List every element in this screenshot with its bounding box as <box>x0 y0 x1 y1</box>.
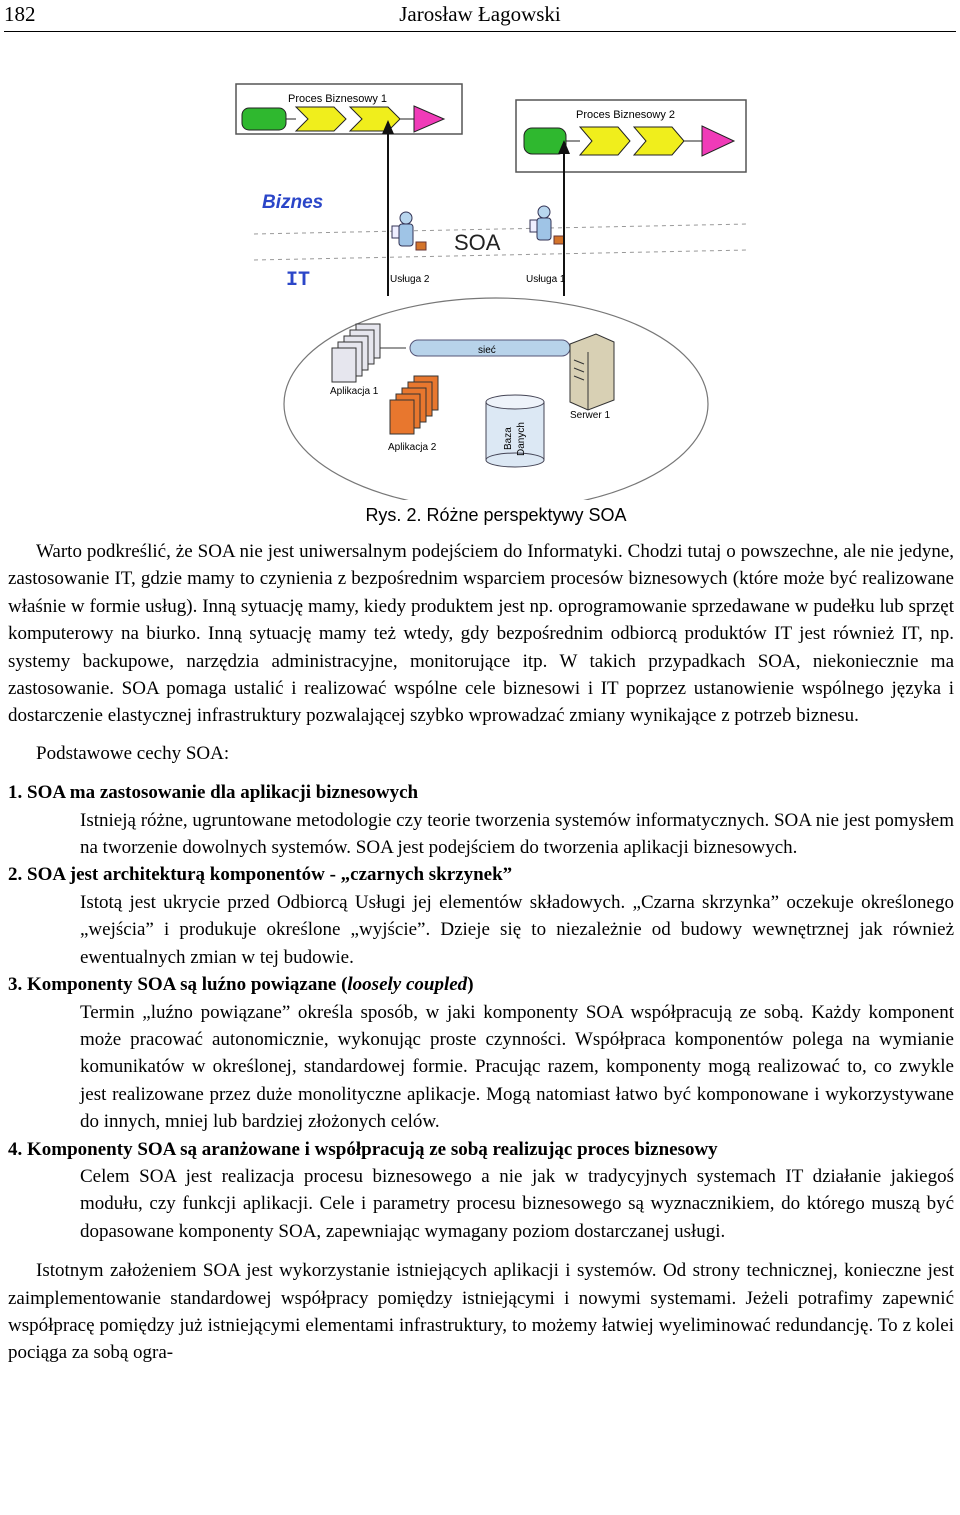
application-1-label: Aplikacja 1 <box>330 386 379 397</box>
feature-text: Celem SOA jest realizacja procesu biznesowego a nie jak w tradycyjnych systemach IT działanie jakiegoś modułu, czy funkcji aplikacji. Cele i parametry procesu biznesowego są wyznacznikiem, do którego muszą być dopasowane komponenty SOA, zapewniając wymagany poziom dostarczanej usługi. <box>80 1165 954 1242</box>
database-label-line1: Baza <box>503 427 514 450</box>
service-1-label: Usługa 1 <box>526 274 566 285</box>
feature-heading: 4. Komponenty SOA są aranżowane i współpracują ze sobą realizując proces biznesowy <box>8 1138 718 1160</box>
feature-item-1 <box>8 779 954 861</box>
it-label: IT <box>286 269 311 292</box>
main-text <box>8 538 954 1367</box>
business-process-1-label: Proces Biznesowy 1 <box>288 93 388 105</box>
soa-perspectives-figure <box>234 72 750 500</box>
network-label: sieć <box>478 345 496 356</box>
feature-heading-end: ) <box>467 974 474 996</box>
biznes-label: Biznes <box>262 192 324 213</box>
business-process-1 <box>236 84 462 134</box>
feature-text: Istotą jest ukrycie przed Odbiorcą Usługi jej elementów składowych. „Czarna skrzynka” oczekuje określonego „wejścia” i produkuje określone „wyjście”. Dzieje się to niezależnie od budowy wewnętrznej jak również ewentualnych zmian w tej budowie. <box>80 891 954 968</box>
feature-heading: 2. SOA jest architekturą komponentów - „czarnych skrzynek” <box>8 864 513 886</box>
feature-heading <box>8 971 954 998</box>
intro-paragraph: Warto podkreślić, że SOA nie jest uniwersalnym podejściem do Informatyki. Chodzi tutaj o powszechne, ale nie jedyne, zastosowanie IT, gdzie mamy to czynienia z bezpośrednim wsparciem procesów biznesowych (które może być realizowane właśnie w formie usług). Inną sytuację mamy, kiedy produktem jest np. oprogramowanie sprzedawane w pudełku lub sprzęt komputerowy na biurko. Inną sytuację mamy też wtedy, gdy bezpośrednim odbiorcą produktów IT jest również IT, np. systemy backupowe, narzędzia administracyjne, monitorujące itp. W takich przypadkach SOA, niekoniecznie ma zastosowanie. SOA pomaga ustalić i realizować wspólne cele biznesowi i IT poprzez ustanowienie wspólnego języka i dostarczenie elastycznej infrastruktury pozwalającej szybko wprowadzać zmiany wynikające z potrzeb biznesu. <box>8 541 954 727</box>
feature-heading: 1. SOA ma zastosowanie dla aplikacji biznesowych <box>8 782 419 804</box>
green-cylinder-shape <box>242 108 286 130</box>
feature-heading-italic-term: loosely coupled <box>347 974 468 996</box>
application-2-label: Aplikacja 2 <box>388 442 437 453</box>
figure-caption: Rys. 2. Różne perspektywy SOA <box>365 505 627 525</box>
database-icon <box>486 395 544 467</box>
feature-item-3 <box>8 971 954 1135</box>
server-icon <box>570 334 614 410</box>
feature-item-2 <box>8 861 954 971</box>
running-head-author: Jarosław Łagowski <box>399 2 561 26</box>
database-label-line2: Danych <box>516 422 527 456</box>
feature-text: Termin „luźno powiązane” określa sposób, w jaki komponenty SOA współpracują ze sobą. Każdy komponent może pracować autonomicznie, wykonując proste czynności. Współpraca komponentów polega na wymianie komunikatów w określonej, standardowej formie. Pracując razem, komponenty mogą realizować to, co zwykle jest realizowane przez duże monolityczne aplikacje. Mogą natomiast łatwo być komponowane i wykorzystywane do innych, mniej lub bardziej złożonych celów. <box>80 1001 954 1133</box>
service-2-label: Usługa 2 <box>390 274 430 285</box>
feature-item-4 <box>8 1136 954 1246</box>
closing-paragraph: Istotnym założeniem SOA jest wykorzystanie istniejących aplikacji i systemów. Od strony technicznej, konieczne jest zaimplementowanie standardowej współpracy pomiędzy istniejącymi i nowymi systemami. Jeżeli potrafimy zapewnić współpracę pomiędzy już istniejącymi elementami infrastruktury, to możemy łatwiej wyeliminować redundancję. To z kolei pociąga za sobą ogra- <box>8 1260 954 1364</box>
features-intro: Podstawowe cechy SOA: <box>36 742 230 764</box>
feature-text: Istnieją różne, ugruntowane metodologie czy teorie tworzenia systemów informatycznych. SOA nie jest pomysłem na tworzenie dowolnych systemów. SOA jest podejściem do tworzenia aplikacji biznesowych. <box>80 809 954 859</box>
service-consumer-person-2-icon <box>530 206 564 244</box>
header-rule <box>4 31 956 32</box>
business-process-2 <box>516 100 746 172</box>
feature-heading-start: 3. Komponenty SOA są luźno powiązane ( <box>8 974 348 996</box>
soa-label: SOA <box>454 230 501 255</box>
server-1-label: Serwer 1 <box>570 410 611 421</box>
page-header <box>0 0 960 34</box>
service-consumer-person-1-icon <box>392 212 426 250</box>
page-number: 182 <box>4 2 36 26</box>
business-process-2-label: Proces Biznesowy 2 <box>576 109 676 121</box>
